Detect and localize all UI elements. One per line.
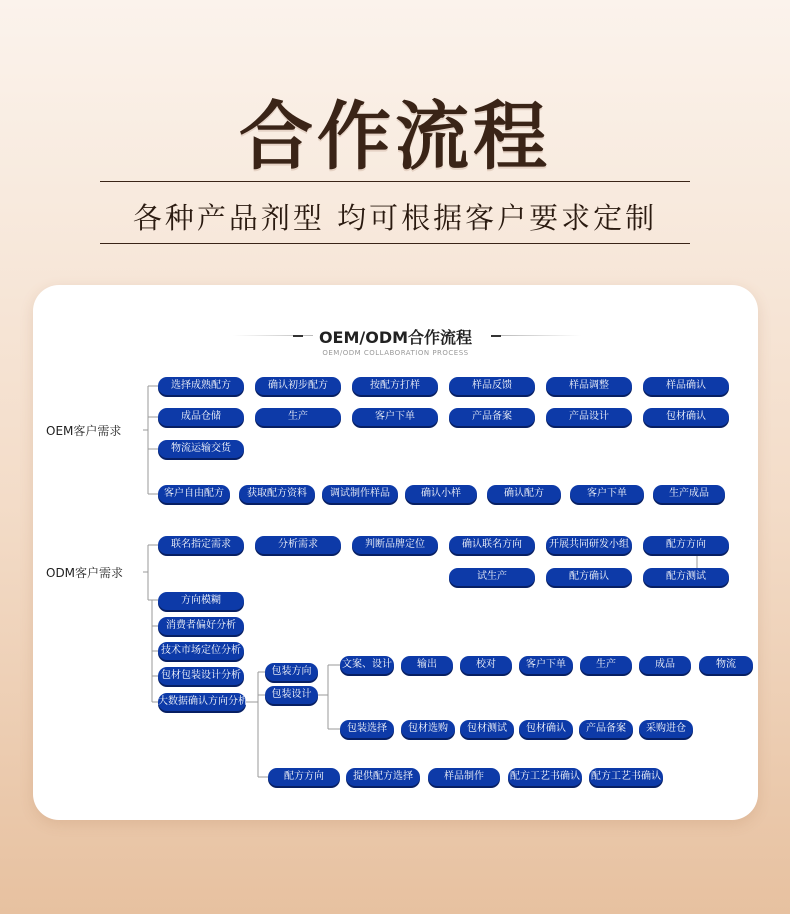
oem-step: 样品反馈: [449, 377, 535, 395]
hero-subtitle: 各种产品剂型 均可根据客户要求定制: [132, 201, 658, 235]
oem-step: 按配方打样: [352, 377, 438, 395]
odm-design-step: 成品: [639, 656, 691, 674]
odm-step: 联名指定需求: [158, 536, 244, 554]
oem-step: 产品备案: [449, 408, 535, 426]
odm-formula-step: 样品制作: [428, 768, 500, 786]
oem-step: 物流运输交货: [158, 440, 244, 458]
odm-design-step: 输出: [401, 656, 453, 674]
odm-design-step: 生产: [580, 656, 632, 674]
odm-step: 判断品牌定位: [352, 536, 438, 554]
odm-analysis-step: 技术市场定位分析: [158, 642, 244, 660]
odm-material-step: 产品备案: [579, 720, 633, 738]
card-title: OEM/ODM合作流程: [318, 328, 473, 347]
odm-material-step: 包材选购: [401, 720, 455, 738]
odm-step: 配方测试: [643, 568, 729, 586]
odm-pack-step: 包装方向: [265, 663, 318, 681]
oem-step: 确认配方: [487, 485, 561, 503]
odm-step: 试生产: [449, 568, 535, 586]
oem-step: 确认初步配方: [255, 377, 341, 395]
oem-step: 成品仓储: [158, 408, 244, 426]
odm-step: 配方确认: [546, 568, 632, 586]
odm-design-step: 校对: [460, 656, 512, 674]
oem-label: OEM客户需求: [46, 424, 122, 438]
odm-formula-step: 提供配方选择: [346, 768, 420, 786]
odm-pack-step: 包装设计: [265, 686, 318, 704]
odm-design-step: 客户下单: [519, 656, 573, 674]
odm-analysis-step: 大数据确认方向分析: [158, 693, 246, 711]
odm-formula-step: 配方方向: [268, 768, 340, 786]
oem-step: 确认小样: [405, 485, 477, 503]
odm-material-step: 包材确认: [519, 720, 573, 738]
odm-step: 分析需求: [255, 536, 341, 554]
odm-step: 配方方向: [643, 536, 729, 554]
odm-formula-step: 配方工艺书确认: [589, 768, 663, 786]
odm-label: ODM客户需求: [46, 566, 124, 580]
oem-step: 获取配方资料: [239, 485, 315, 503]
oem-step: 选择成熟配方: [158, 377, 244, 395]
oem-step: 样品确认: [643, 377, 729, 395]
oem-step: 产品设计: [546, 408, 632, 426]
oem-step: 调试制作样品: [322, 485, 398, 503]
odm-design-step: 物流: [699, 656, 753, 674]
card-subtitle: OEM/ODM COLLABORATION PROCESS: [322, 349, 469, 357]
oem-step: 客户下单: [352, 408, 438, 426]
oem-step: 包材确认: [643, 408, 729, 426]
odm-analysis-step: 消费者偏好分析: [158, 617, 244, 635]
odm-design-step: 文案、设计: [340, 656, 394, 674]
odm-analysis-step: 方向模糊: [158, 592, 244, 610]
oem-step: 生产成品: [653, 485, 725, 503]
oem-step: 生产: [255, 408, 341, 426]
odm-material-step: 采购进仓: [639, 720, 693, 738]
odm-material-step: 包材测试: [460, 720, 514, 738]
odm-step: 开展共同研发小组: [546, 536, 632, 554]
odm-step: 确认联名方向: [449, 536, 535, 554]
oem-step: 客户下单: [570, 485, 644, 503]
hero-title: 合作流程: [239, 94, 551, 180]
oem-step: 客户自由配方: [158, 485, 230, 503]
odm-analysis-step: 包材包装设计分析: [158, 667, 244, 685]
oem-step: 样品调整: [546, 377, 632, 395]
odm-material-step: 包装选择: [340, 720, 394, 738]
odm-formula-step: 配方工艺书确认: [508, 768, 582, 786]
